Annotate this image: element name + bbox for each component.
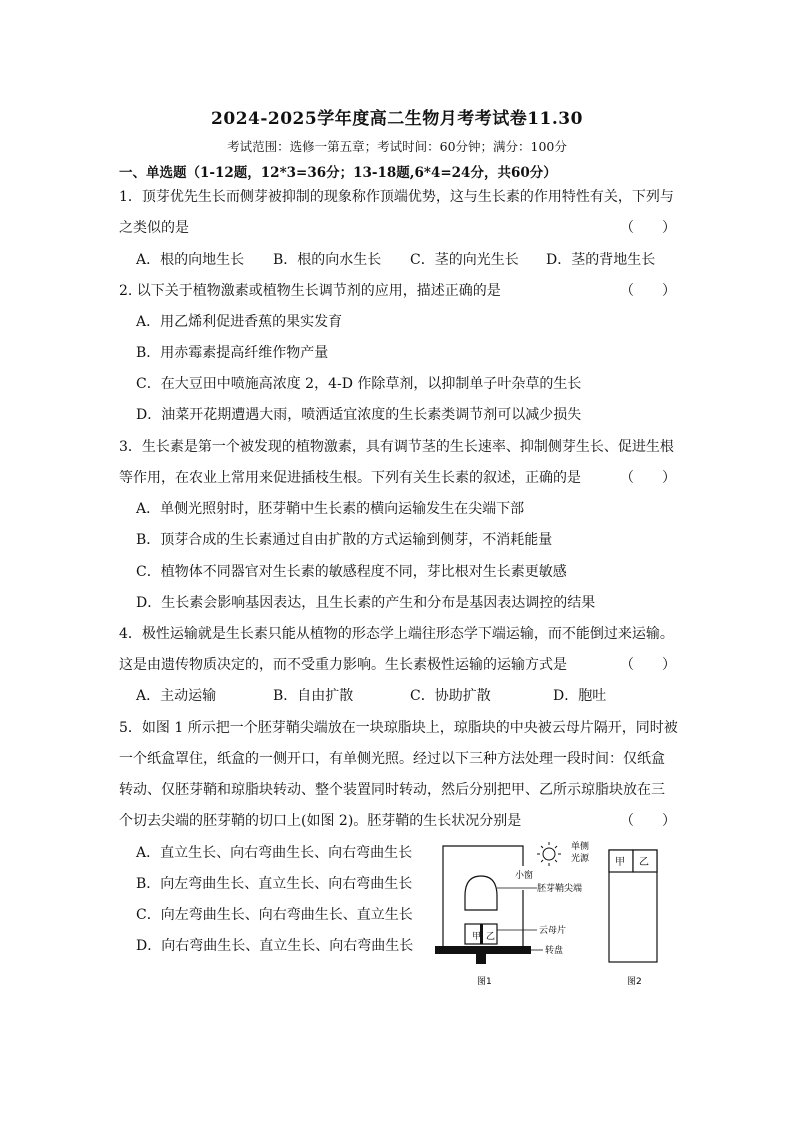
q3-option-b: B．顶芽合成的生长素通过自由扩散的方式运输到侧芽，不消耗能量 [136,532,553,548]
q1-option-c: C．茎的向光生长 [410,252,519,268]
q2-option-d: D．油菜开花期遭遇大雨，喷洒适宜浓度的生长素类调节剂可以减少损失 [136,407,582,423]
q2-answer-paren: （ ） [620,283,676,299]
fig1-caption: 图1 [477,977,492,987]
q5-line-1: 5．如图 1 所示把一个胚芽鞘尖端放在一块琼脂块上，琼脂块的中央被云母片隔开，同时被 [119,720,678,736]
experiment-figure [425,838,675,988]
fig2-caption: 图2 [627,977,642,987]
q2-line-1: 2. 以下关于植物激素或植物生长调节剂的应用，描述正确的是 [119,283,501,299]
exam-subtitle: 考试范围：选修一第五章；考试时间：60分钟；满分：100分 [227,139,567,154]
block-a-label: 甲 [472,932,482,942]
q4-answer-paren: （ ） [620,657,676,673]
light-label-2: 光源 [571,854,590,864]
q1-option-b: B．根的向水生长 [273,252,382,268]
q5-option-a: A．直立生长、向右弯曲生长、向右弯曲生长 [136,845,413,861]
turntable-label: 转盘 [545,946,564,956]
q5-line-2: 一个纸盒罩住，纸盒的一侧开口，有单侧光照。经过以下三种方法处理一段时间：仅纸盒 [119,751,665,767]
light-label-1: 单侧 [571,842,590,852]
turntable-axis [476,954,486,964]
q1-answer-paren: （ ） [620,220,676,236]
window-label: 小窗 [515,871,534,881]
q5-answer-paren: （ ） [620,813,676,829]
q4-option-c: C．协助扩散 [410,688,491,704]
q3-option-c: C．植物体不同器官对生长素的敏感程度不同，芽比根对生长素更敏感 [136,564,567,580]
q3-option-d: D．生长素会影响基因表达，且生长素的产生和分布是基因表达调控的结果 [136,595,596,611]
q3-line-2: 等作用，在农业上常用来促进插枝生根。下列有关生长素的叙述，正确的是 [119,470,581,486]
turntable-plate [435,946,531,954]
q4-line-2: 这是由遗传物质决定的，而不受重力影响。生长素极性运输的运输方式是 [119,657,567,673]
exam-title: 2024-2025学年度高二生物月考考试卷11.30 [211,109,583,129]
q4-options [0,685,794,705]
fig2-block-a-label: 甲 [615,857,625,868]
q4-option-b: B．自由扩散 [273,688,354,704]
q2-option-a: A．用乙烯利促进香蕉的果实发育 [136,314,343,330]
q3-option-a: A．单侧光照射时，胚芽鞘中生长素的横向运输发生在尖端下部 [136,501,525,517]
section-heading: 一、单选题（1-12题，12*3=36分；13-18题,6*4=24分，共60分） [119,165,557,181]
q1-line-1: 1．顶芽优先生长而侧芽被抑制的现象称作顶端优势，这与生长素的作用特性有关，下列与 [119,189,674,205]
fig2-block-b-label: 乙 [639,857,649,868]
tip-label: 胚芽鞘尖端 [537,884,583,894]
q1-line-2: 之类似的是 [119,220,189,236]
mica-label: 云母片 [539,926,567,936]
q4-line-1: 4．极性运输就是生长素只能从植物的形态学上端往形态学下端运输，而不能倒过来运输。 [119,626,674,642]
q3-line-1: 3．生长素是第一个被发现的植物激素，具有调节茎的生长速率、抑制侧芽生长、促进生根 [119,439,674,455]
block-b-label: 乙 [486,932,496,942]
q5-option-c: C．向左弯曲生长、向右弯曲生长、直立生长 [136,907,413,923]
q2-option-c: C．在大豆田中喷施高浓度 2，4-D 作除草剂，以抑制单子叶杂草的生长 [136,376,582,392]
q3-answer-paren: （ ） [620,470,676,486]
q1-option-a: A．根的向地生长 [136,252,245,268]
q1-option-d: D．茎的背地生长 [546,252,656,268]
q5-option-d: D．向右弯曲生长、直立生长、向右弯曲生长 [136,938,414,954]
sun-icon [537,842,561,866]
coleoptile-tip [465,876,497,910]
q4-option-d: D．胞吐 [553,688,607,704]
q4-option-a: A．主动运输 [136,688,217,704]
q5-line-4: 个切去尖端的胚芽鞘的切口上(如图 2)。胚芽鞘的生长状况分别是 [119,813,522,829]
q2-option-b: B．用赤霉素提高纤维作物产量 [136,345,329,361]
q1-options [0,249,794,269]
q5-line-3: 转动、仅胚芽鞘和琼脂块转动、整个装置同时转动，然后分别把甲、乙所示琼脂块放在三 [119,782,665,798]
q5-option-b: B．向左弯曲生长、直立生长、向右弯曲生长 [136,876,413,892]
